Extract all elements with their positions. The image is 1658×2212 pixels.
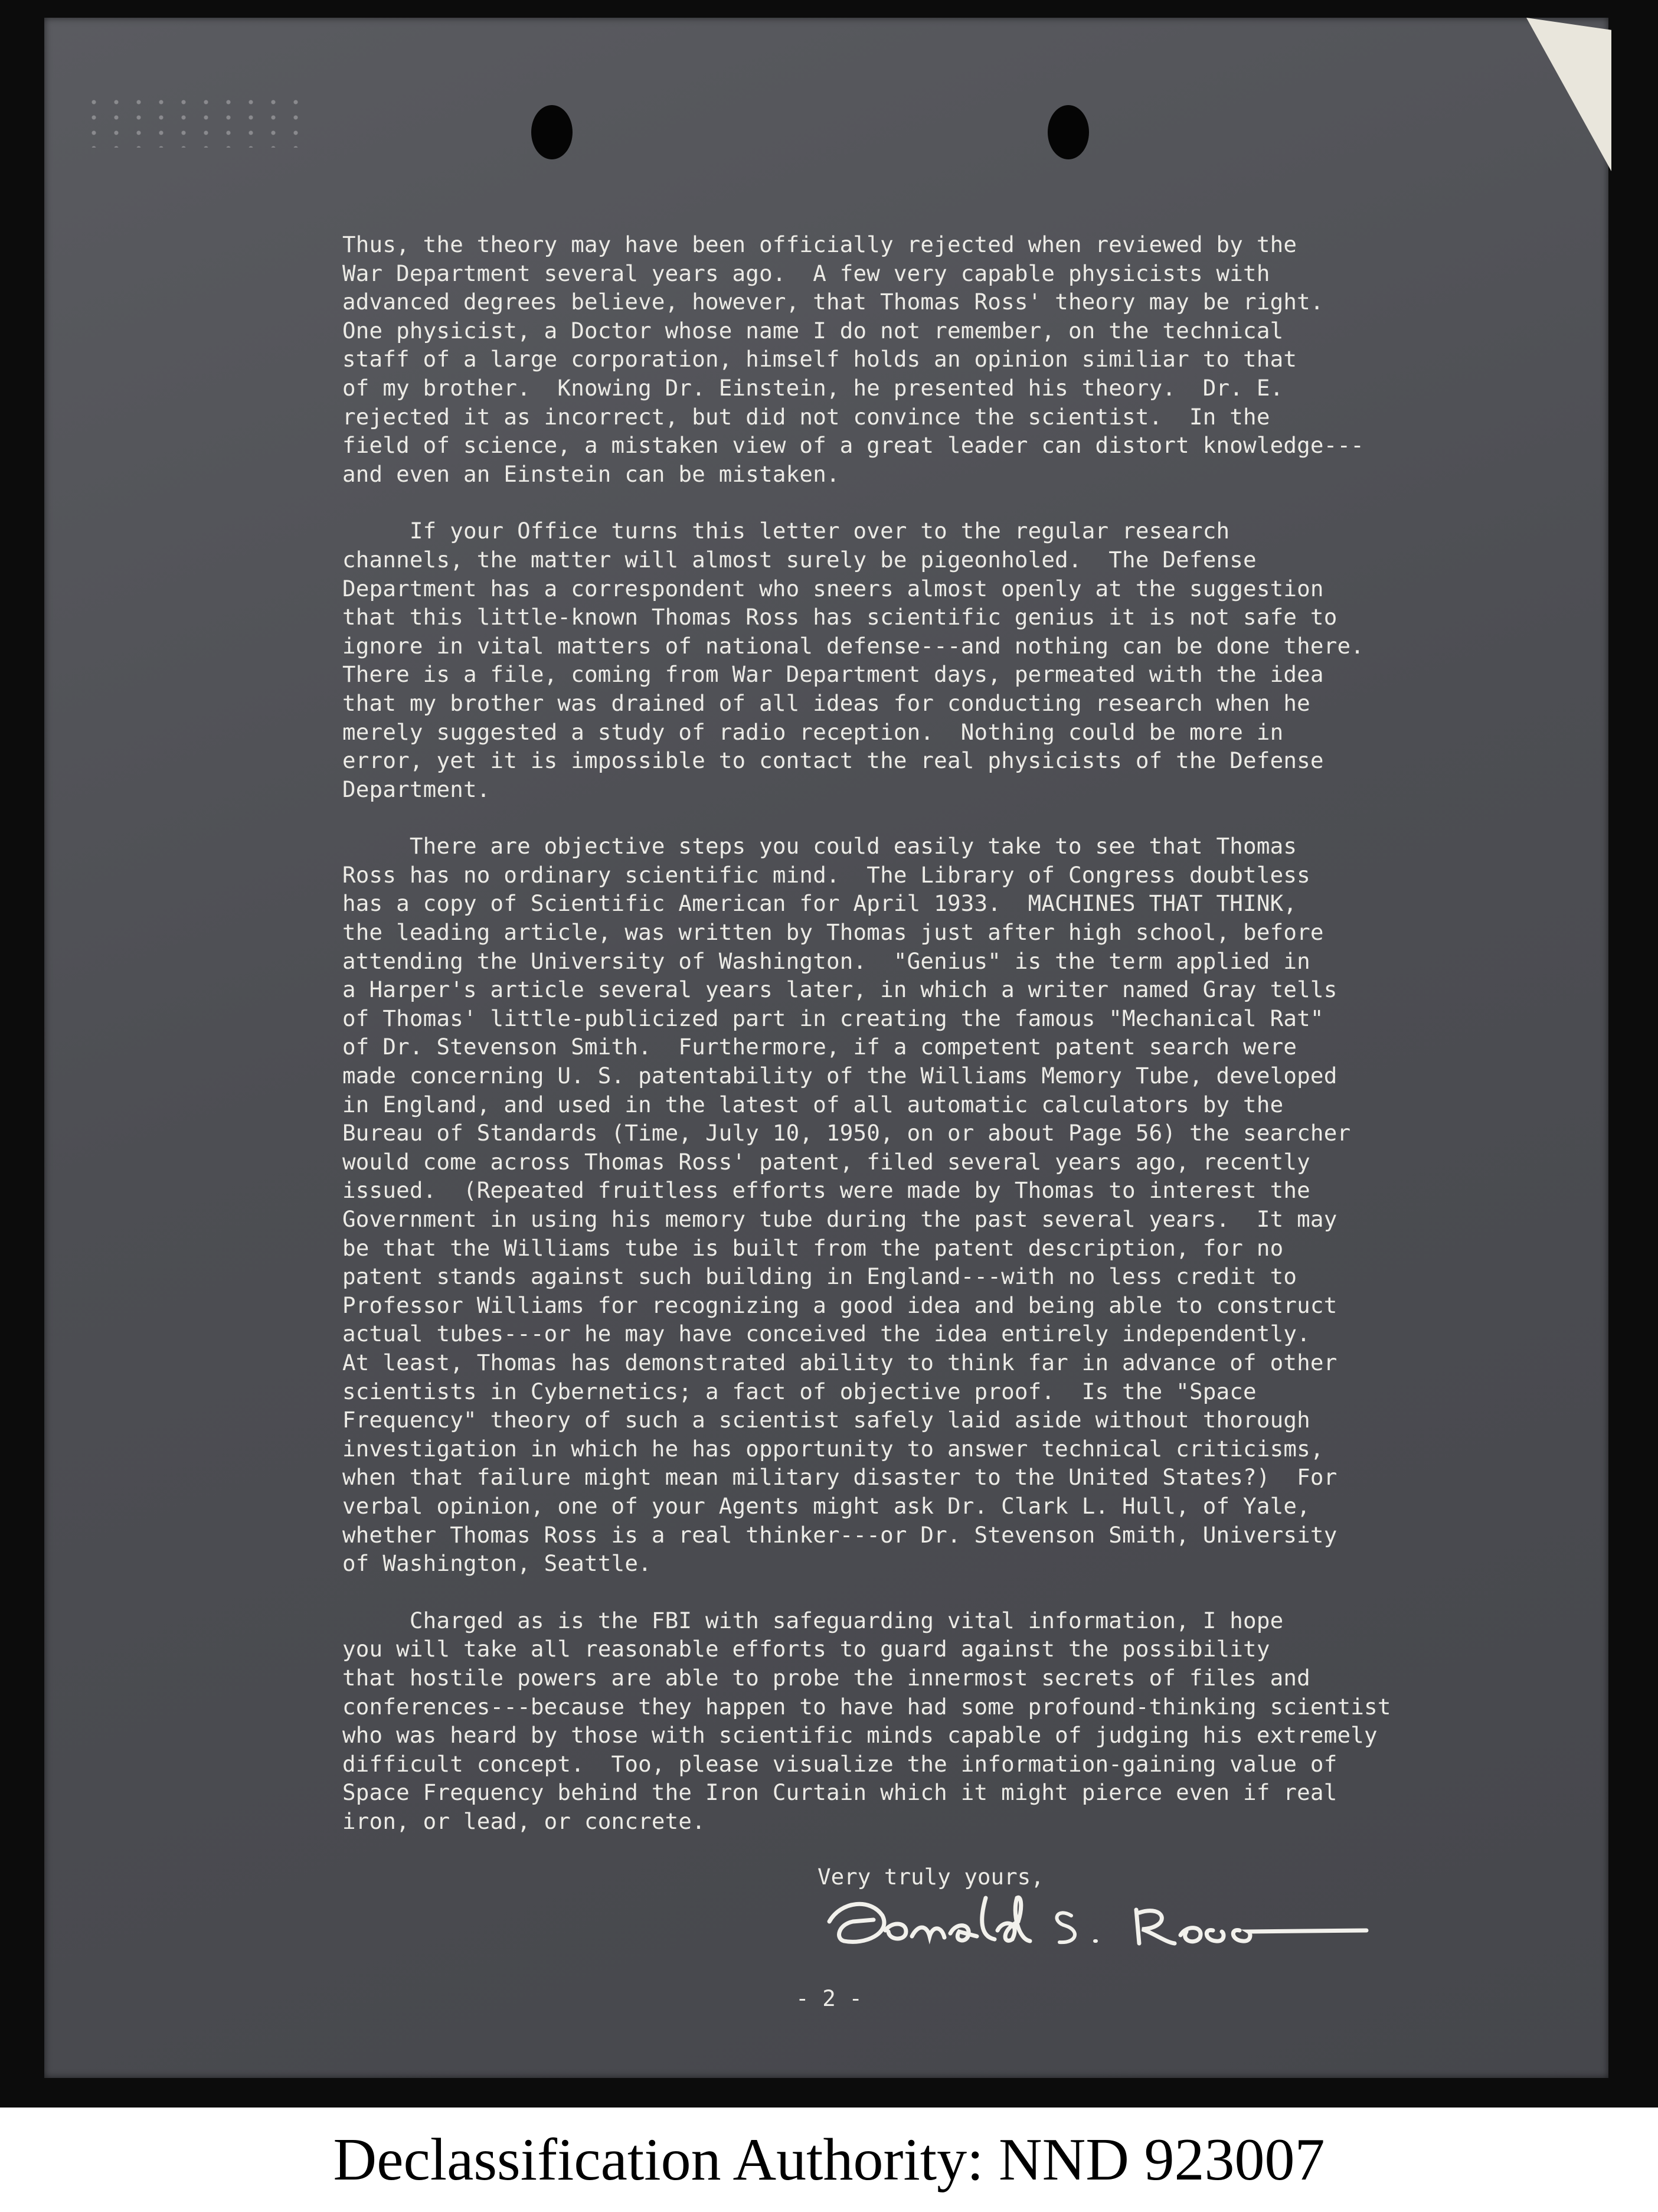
letter-body [342,230,1582,1864]
text-line: issued. (Repeated fruitless efforts were made by Thomas to interest the [342,1177,1310,1204]
text-line: who was heard by those with scientific minds capable of judging his extremely [342,1722,1378,1749]
text-line: that my brother was drained of all ideas for conducting research when he [342,690,1310,716]
paragraph-2 [342,517,1582,803]
text-line: There are objective steps you could easily take to see that Thomas [342,833,1297,860]
text-line: that hostile powers are able to probe the innermost secrets of files and [342,1664,1310,1691]
text-line: and even an Einstein can be mistaken. [342,460,840,487]
text-line: Space Frequency behind the Iron Curtain which it might pierce even if real [342,1779,1337,1806]
declassification-authority: Declassification Authority: NND 923007 [333,2126,1325,2193]
text-line: the leading article, was written by Thomas just after high school, before [342,919,1324,946]
text-line: Bureau of Standards (Time, July 10, 1950, on or about Page 56) the searcher [342,1120,1351,1146]
text-line: actual tubes---or he may have conceived the idea entirely independently. [342,1321,1310,1347]
text-line: channels, the matter will almost surely be pigeonholed. The Defense [342,546,1257,573]
text-line: verbal opinion, one of your Agents might ask Dr. Clark L. Hull, of Yale, [342,1492,1310,1519]
text-line: patent stands against such building in England---with no less credit to [342,1263,1297,1290]
text-line: be that the Williams tube is built from the patent description, for no [342,1234,1284,1261]
text-line: of Thomas' little-publicized part in creating the famous "Mechanical Rat" [342,1005,1324,1031]
text-line: investigation in which he has opportunity to answer technical criticisms, [342,1435,1324,1462]
text-line: At least, Thomas has demonstrated ability to think far in advance of other [342,1349,1337,1375]
text-line: you will take all reasonable efforts to guard against the possibility [342,1636,1270,1662]
text-line: iron, or lead, or concrete. [342,1808,705,1834]
text-line: whether Thomas Ross is a real thinker---or Dr. Stevenson Smith, University [342,1521,1337,1548]
text-line: would come across Thomas Ross' patent, filed several years ago, recently [342,1148,1310,1175]
text-line: Ross has no ordinary scientific mind. The Library of Congress doubtless [342,861,1310,888]
text-line: attending the University of Washington. "Genius" is the term applied in [342,947,1310,974]
text-line: in England, and used in the latest of all automatic calculators by the [342,1091,1284,1118]
text-line: ignore in vital matters of national defense---and nothing can be done there. [342,632,1365,659]
text-line: field of science, a mistaken view of a great leader can distort knowledge--- [342,432,1365,459]
text-line: made concerning U. S. patentability of the Williams Memory Tube, developed [342,1063,1337,1089]
text-line: when that failure might mean military disaster to the United States?) For [342,1464,1337,1491]
text-line: rejected it as incorrect, but did not convince the scientist. In the [342,403,1270,430]
punch-hole-right [1048,105,1089,159]
text-line: Charged as is the FBI with safeguarding vital information, I hope [342,1607,1284,1633]
text-line: staff of a large corporation, himself holds an opinion similiar to that [342,346,1297,373]
paper-specks [83,94,307,148]
closing-salutation: Very truly yours, [817,1864,1044,1890]
text-line: of Dr. Stevenson Smith. Furthermore, if a competent patent search were [342,1034,1297,1060]
paragraph-1 [342,230,1582,488]
text-line: that this little-known Thomas Ross has scientific genius it is not safe to [342,604,1337,630]
page-number: - 2 - [796,1985,862,2011]
text-line: Department has a correspondent who sneers almost openly at the suggestion [342,575,1324,602]
text-line: difficult concept. Too, please visualize the information-gaining value of [342,1750,1337,1777]
text-line: Frequency" theory of such a scientist safely laid aside without thorough [342,1407,1310,1433]
text-line: conferences---because they happen to have had some profound-thinking scientist [342,1693,1391,1720]
footer-bar [0,2108,1658,2212]
paragraph-3 [342,832,1582,1577]
text-line: a Harper's article several years later, in which a writer named Gray tells [342,976,1337,1003]
text-line: Professor Williams for recognizing a good idea and being able to construct [342,1292,1337,1318]
text-line: One physicist, a Doctor whose name I do not remember, on the technical [342,317,1284,344]
text-line: scientists in Cybernetics; a fact of objective proof. Is the "Space [342,1378,1257,1404]
text-line: of my brother. Knowing Dr. Einstein, he presented his theory. Dr. E. [342,374,1284,401]
text-line: of Washington, Seattle. [342,1550,652,1577]
text-line: If your Office turns this letter over to the regular research [342,518,1230,544]
text-line: War Department several years ago. A few very capable physicists with [342,260,1270,286]
text-line: merely suggested a study of radio reception. Nothing could be more in [342,718,1284,745]
text-line: Government in using his memory tube during the past several years. It may [342,1206,1337,1232]
paragraph-4 [342,1606,1582,1836]
text-line: Department. [342,776,490,802]
text-line: There is a file, coming from War Department days, permeated with the idea [342,661,1324,688]
punch-hole-left [531,105,573,159]
text-line: Thus, the theory may have been officially rejected when reviewed by the [342,231,1297,257]
text-line: has a copy of Scientific American for April 1933. MACHINES THAT THINK, [342,890,1297,917]
text-line: advanced degrees believe, however, that Thomas Ross' theory may be right. [342,289,1324,315]
text-line: error, yet it is impossible to contact the real physicists of the Defense [342,747,1324,774]
handwritten-signature [817,1889,1378,1960]
